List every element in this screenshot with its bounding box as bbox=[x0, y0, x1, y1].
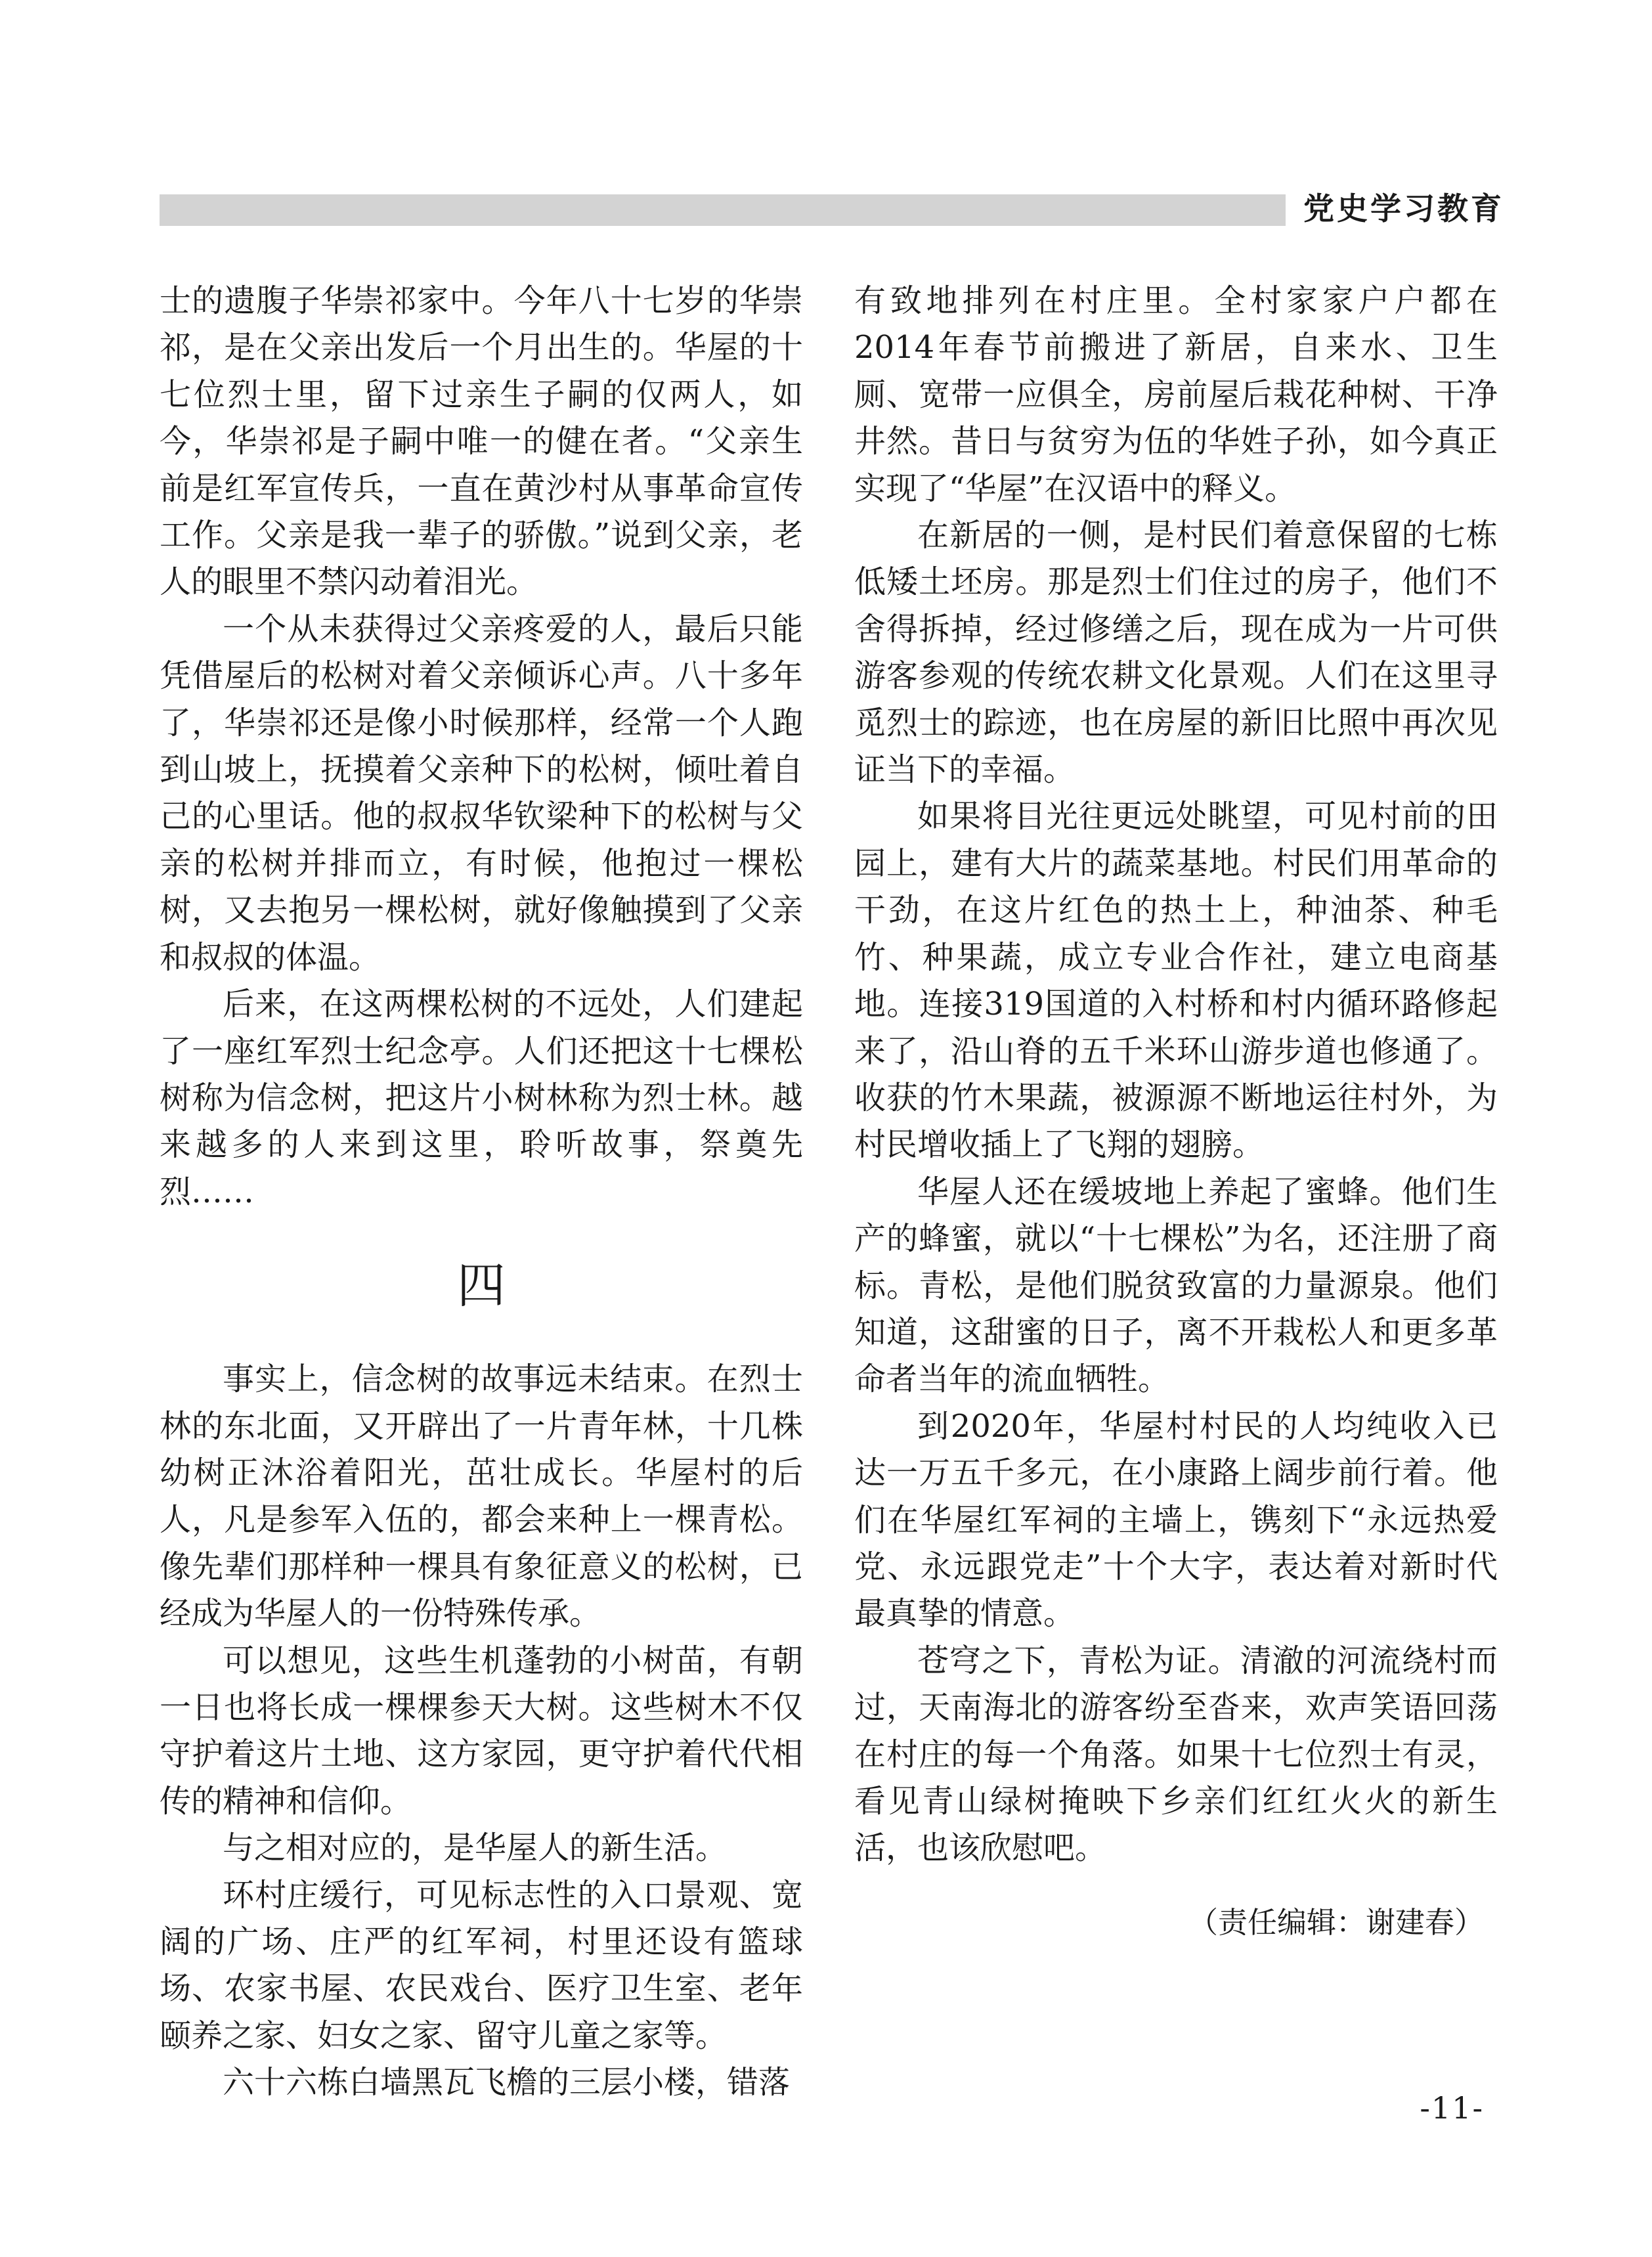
left-column bbox=[160, 278, 803, 2107]
header-gray-bar bbox=[160, 194, 1286, 226]
paragraph: 事实上，信念树的故事远未结束。在烈士林的东北面，又开辟出了一片青年林，十几株幼树正沐浴着阳光，茁壮成长。华屋村的后人，凡是参军入伍的，都会来种上一棵青松。像先辈们那样种一棵具有象征意义的松树，已经成为华屋人的一份特殊传承。 bbox=[160, 1361, 803, 1632]
paragraph: 如果将目光往更远处眺望，可见村前的田园上，建有大片的蔬菜基地。村民们用革命的干劲，在这片红色的热土上，种油茶、种毛竹、种果蔬，成立专业合作社，建立电商基地。连接319国道的入村桥和村内循环路修起来了，沿山脊的五千米环山游步道也修通了。收获的竹木果蔬，被源源不断地运往村外，为村民增收插上了飞翔的翅膀。 bbox=[854, 798, 1498, 1164]
section-number-heading: 四 bbox=[457, 1258, 506, 1315]
paragraph: 到2020年，华屋村村民的人均纯收入已达一万五千多元，在小康路上阔步前行着。他们在华屋红军祠的主墙上，镌刻下“永远热爱党、永远跟党走”十个大字，表达着对新时代最真挚的情意。 bbox=[854, 1407, 1498, 1632]
paragraph: 后来，在这两棵松树的不远处，人们建起了一座红军烈士纪念亭。人们还把这十七棵松树称为信念树，把这片小树林称为烈士林。越来越多的人来到这里，聆听故事，祭奠先烈…… bbox=[160, 986, 803, 1210]
right-column bbox=[854, 278, 1498, 1872]
paragraph: 一个从未获得过父亲疼爱的人，最后只能凭借屋后的松树对着父亲倾诉心声。八十多年了，华崇祁还是像小时候那样，经常一个人跑到山坡上，抚摸着父亲种下的松树，倾吐着自己的心里话。他的叔叔华钦梁种下的松树与父亲的松树并排而立，有时候，他抱过一棵松树，又去抱另一棵松树，就好像触摸到了父亲和叔叔的体温。 bbox=[160, 610, 803, 976]
page-number: -11- bbox=[1420, 2090, 1484, 2126]
paragraph: 在新居的一侧，是村民们着意保留的七栋低矮土坯房。那是烈士们住过的房子，他们不舍得拆掉，经过修缮之后，现在成为一片可供游客参观的传统农耕文化景观。人们在这里寻觅烈士的踪迹，也在房屋的新旧比照中再次见证当下的幸福。 bbox=[854, 517, 1498, 789]
paragraph: 华屋人还在缓坡地上养起了蜜蜂。他们生产的蜂蜜，就以“十七棵松”为名，还注册了商标。青松，是他们脱贫致富的力量源泉。他们知道，这甜蜜的日子，离不开栽松人和更多革命者当年的流血牺牲。 bbox=[854, 1173, 1498, 1398]
paragraph: 六十六栋白墙黑瓦飞檐的三层小楼，错落 bbox=[223, 2064, 791, 2101]
section-title: 党史学习教育 bbox=[1303, 191, 1504, 227]
paragraph: 环村庄缓行，可见标志性的入口景观、宽阔的广场、庄严的红军祠，村里还设有篮球场、农家书屋、农民戏台、医疗卫生室、老年颐养之家、妇女之家、留守儿童之家等。 bbox=[160, 1876, 803, 2054]
paragraph: 有致地排列在村庄里。全村家家户户都在2014年春节前搬进了新居，自来水、卫生厕、宽带一应俱全，房前屋后栽花种树、干净井然。昔日与贫穷为伍的华姓子孙，如今真正实现了“华屋”在汉语中的释义。 bbox=[854, 282, 1498, 507]
paragraph: 士的遗腹子华崇祁家中。今年八十七岁的华崇祁，是在父亲出发后一个月出生的。华屋的十七位烈士里，留下过亲生子嗣的仅两人，如今，华崇祁是子嗣中唯一的健在者。“父亲生前是红军宣传兵，一直在黄沙村从事革命宣传工作。父亲是我一辈子的骄傲。”说到父亲，老人的眼里不禁闪动着泪光。 bbox=[160, 282, 803, 601]
editor-credit: （责任编辑：谢建春） bbox=[1188, 1905, 1484, 1940]
paragraph: 苍穹之下，青松为证。清澈的河流绕村而过，天南海北的游客纷至沓来，欢声笑语回荡在村庄的每一个角落。如果十七位烈士有灵，看见青山绿树掩映下乡亲们红红火火的新生活，也该欣慰吧。 bbox=[854, 1642, 1498, 1867]
paragraph: 与之相对应的，是华屋人的新生活。 bbox=[223, 1830, 728, 1867]
paragraph: 可以想见，这些生机蓬勃的小树苗，有朝一日也将长成一棵棵参天大树。这些树木不仅守护着这片土地、这方家园，更守护着代代相传的精神和信仰。 bbox=[160, 1642, 803, 1820]
